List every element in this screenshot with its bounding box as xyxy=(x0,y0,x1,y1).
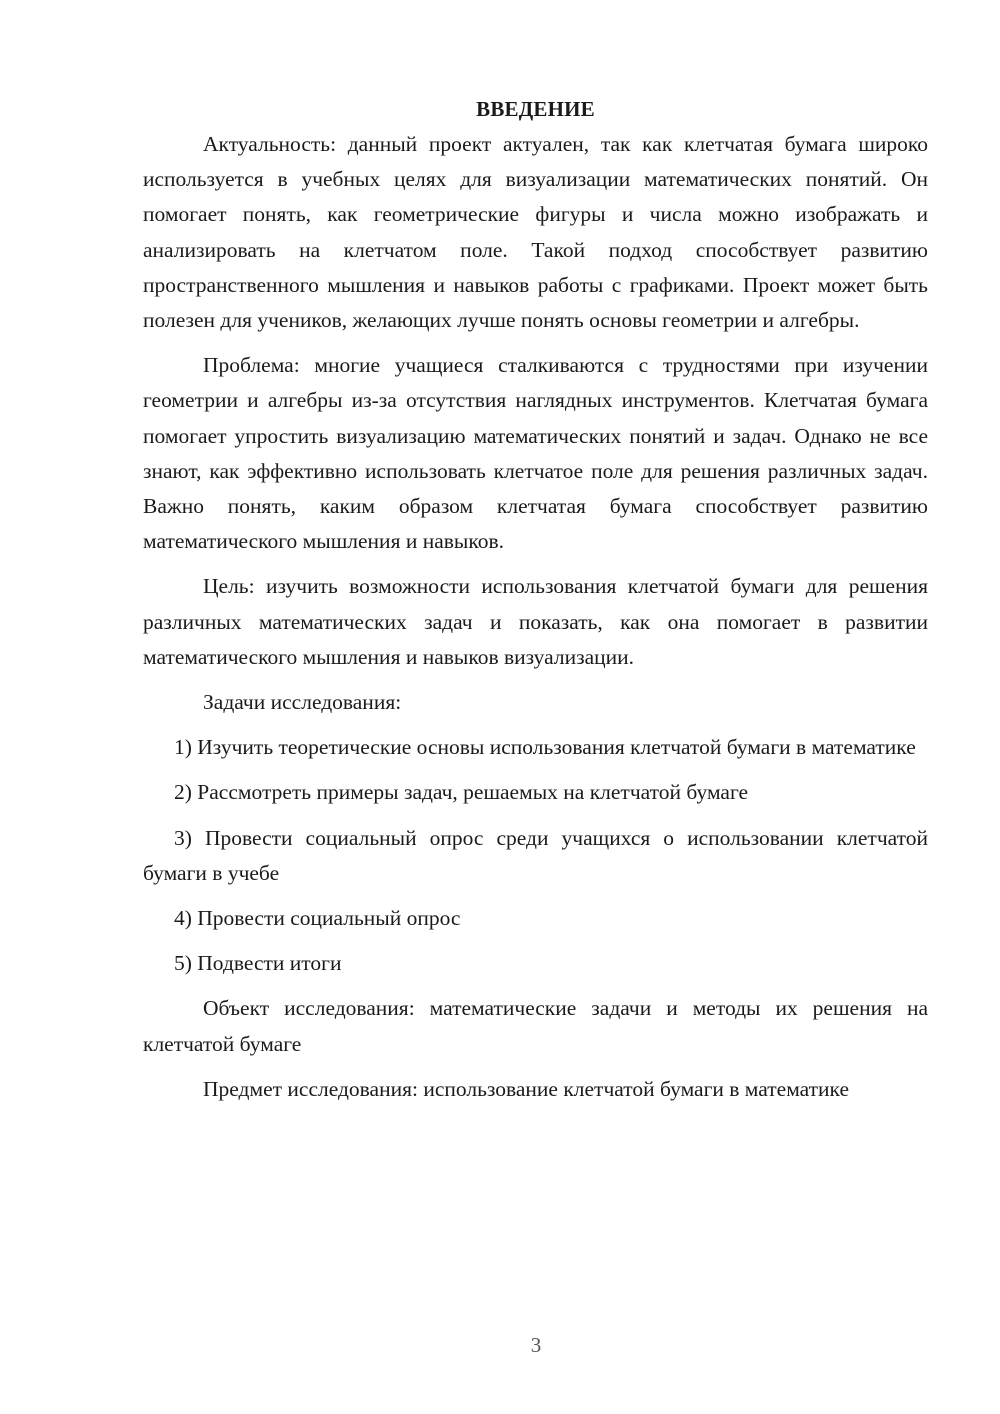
task-item-3: 3) Провести социальный опрос среди учащихся о использовании клетчатой бумаги в учебе xyxy=(143,825,928,885)
problem-paragraph: Проблема: многие учащиеся сталкиваются с трудностями при изучении геометрии и алгебры из-за отсутствия наглядных инструментов. Клетчатая бумага помогает упростить визуализацию математических понятий и задач. Однако не все знают, как эффективно использовать клетчатое поле для решения различных задач. Важно понять, каким образом клетчатая бумага способствует развитию математического мышления и навыков. xyxy=(143,353,928,554)
subject-paragraph: Предмет исследования: использование клетчатой бумаги в математике xyxy=(203,1076,849,1101)
task-item-1: 1) Изучить теоретические основы использования клетчатой бумаги в математике xyxy=(174,735,916,760)
relevance-paragraph: Актуальность: данный проект актуален, так как клетчатая бумага широко используется в учебных целях для визуализации математических понятий. Он помогает понять, как геометрические фигуры и числа можно изображать и анализировать на клетчатом поле. Такой подход способствует развитию пространственного мышления и навыков работы с графиками. Проект может быть полезен для учеников, желающих лучше понять основы геометрии и алгебры. xyxy=(143,132,928,333)
section-title: ВВЕДЕНИЕ xyxy=(476,97,595,121)
object-paragraph: Объект исследования: математические задачи и методы их решения на клетчатой бумаге xyxy=(143,996,928,1056)
task-item-5: 5) Подвести итоги xyxy=(174,951,342,976)
goal-paragraph: Цель: изучить возможности использования клетчатой бумаги для решения различных математических задач и показать, как она помогает в развитии математического мышления и навыков визуализации. xyxy=(143,574,928,669)
document-page xyxy=(143,92,928,1117)
task-item-2: 2) Рассмотреть примеры задач, решаемых на клетчатой бумаге xyxy=(174,780,749,805)
tasks-heading: Задачи исследования: xyxy=(203,690,402,715)
page-number: 3 xyxy=(530,1333,542,1357)
task-item-4: 4) Провести социальный опрос xyxy=(174,906,461,931)
